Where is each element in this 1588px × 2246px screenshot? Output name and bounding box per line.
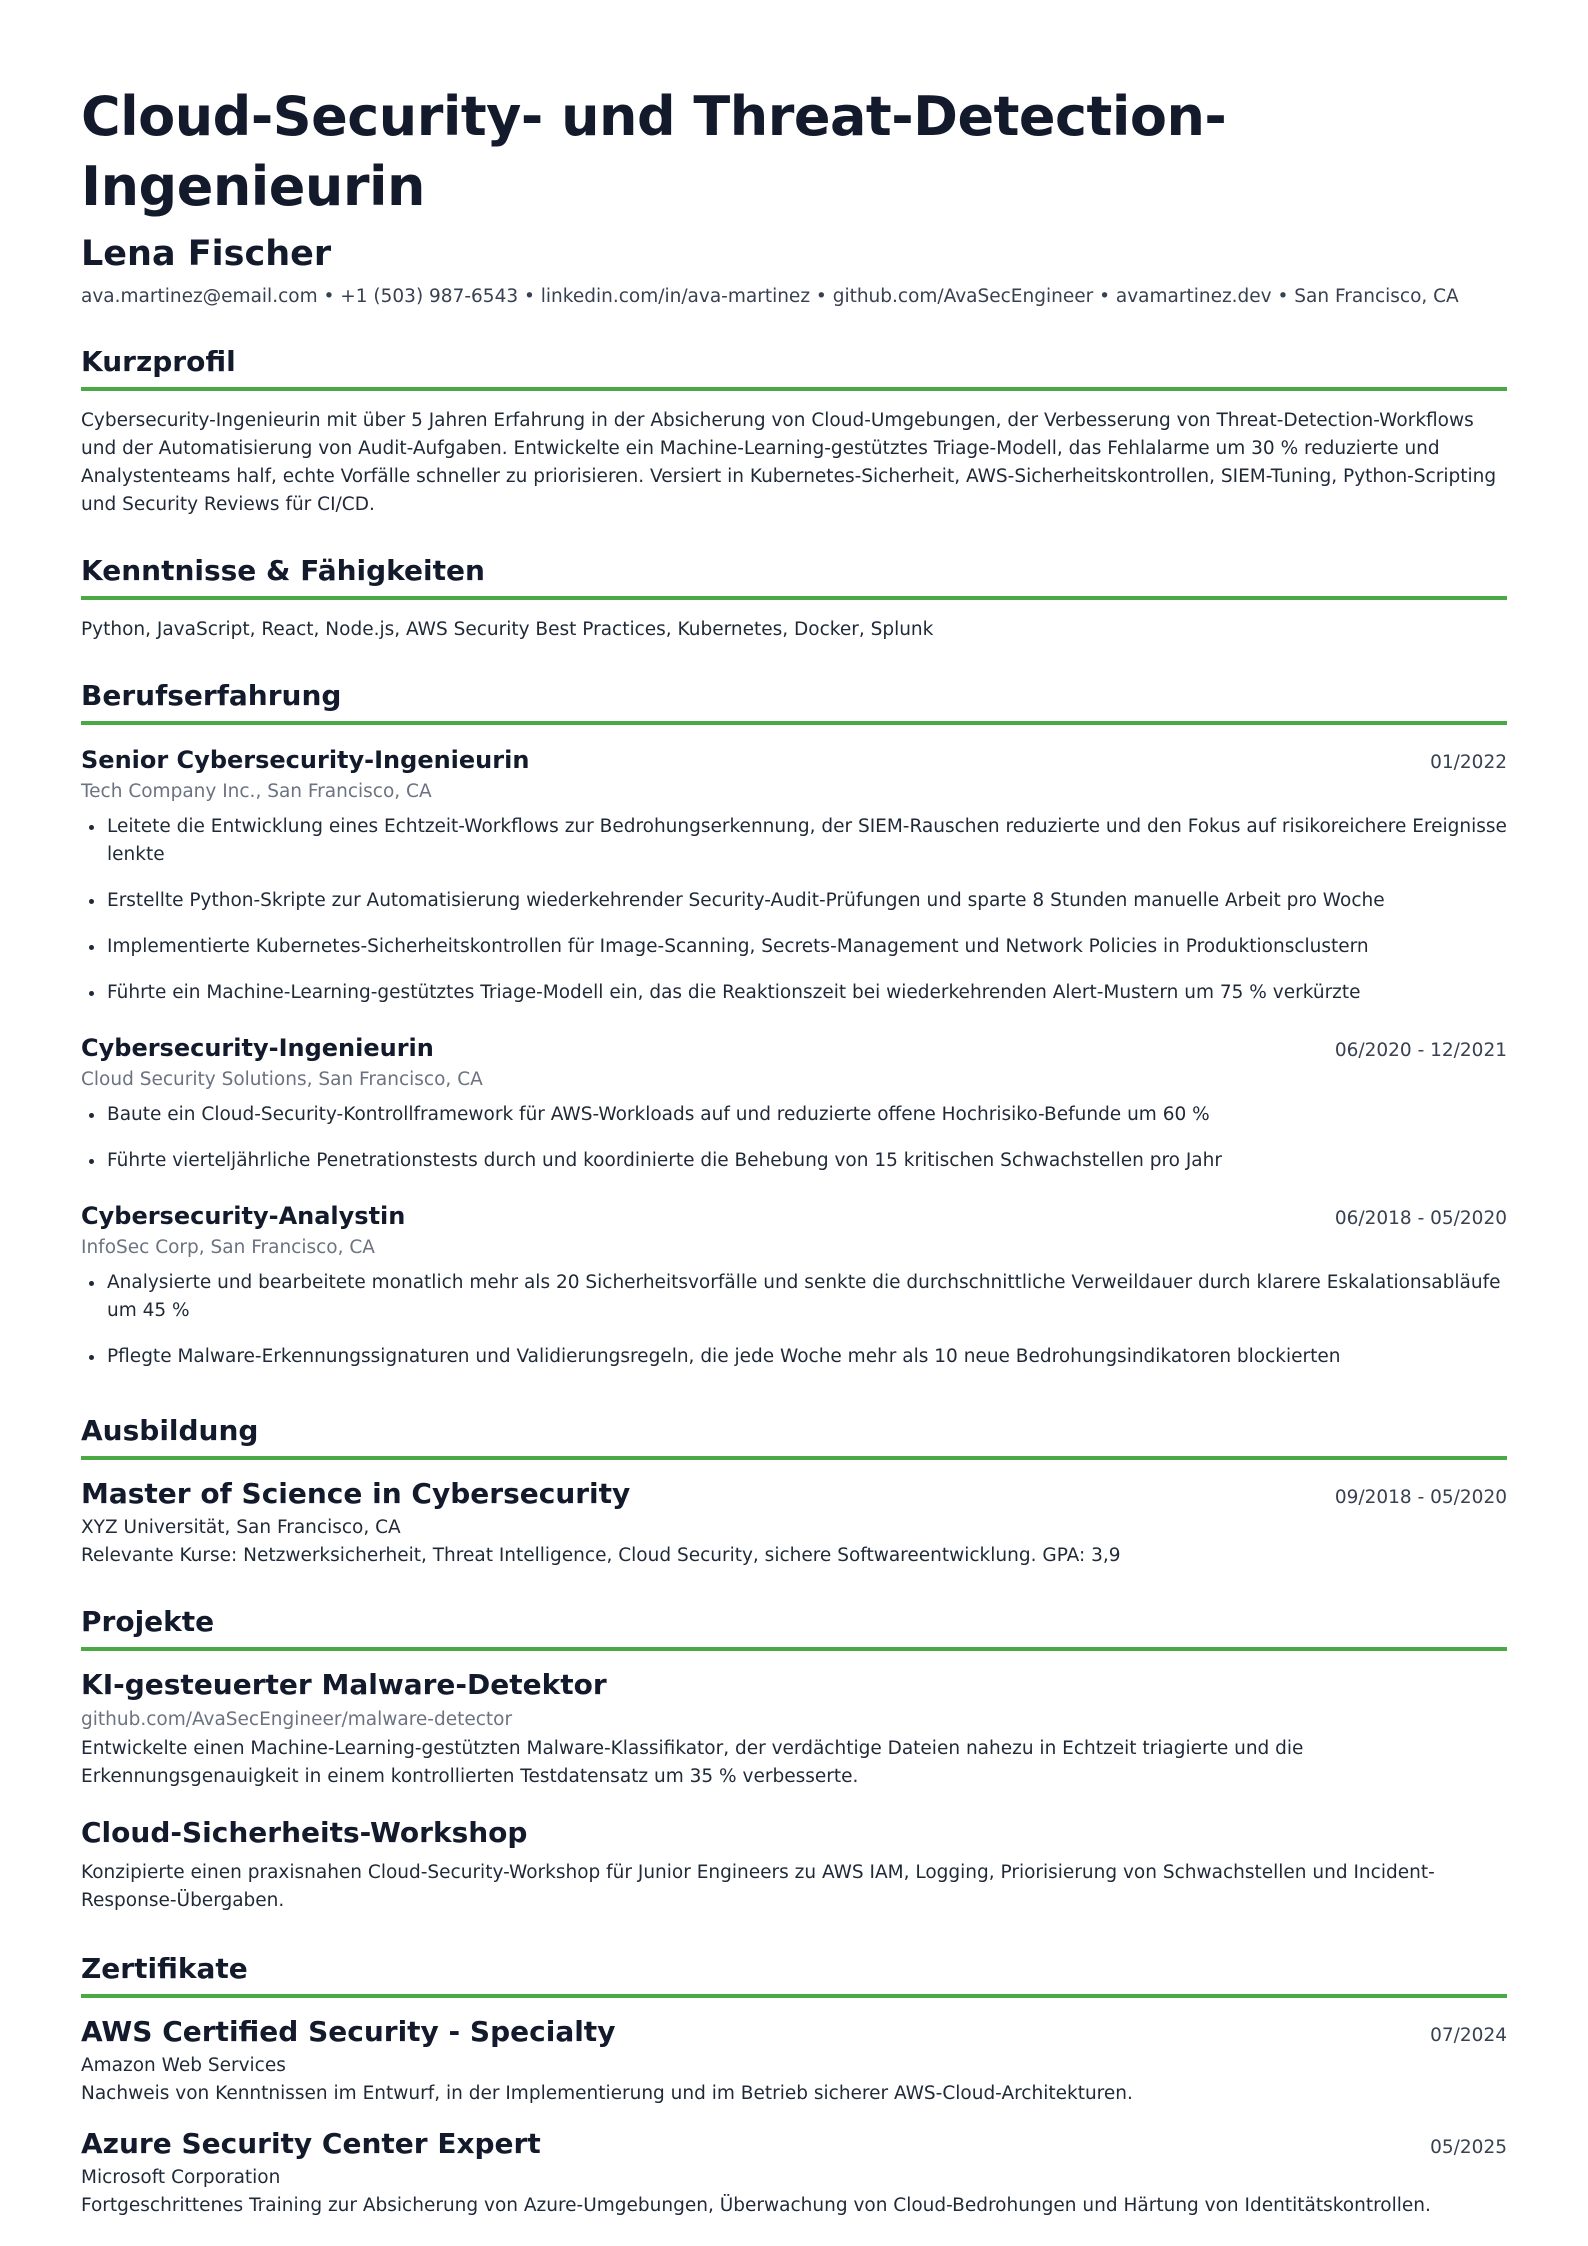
skills-heading: Kenntnisse & Fähigkeiten bbox=[81, 551, 1507, 600]
education-details: Relevante Kurse: Netzwerksicherheit, Threat Intelligence, Cloud Security, sichere Softwareentwicklung. GPA: 3,9 bbox=[81, 1545, 1121, 1566]
list-item: Implementierte Kubernetes-Sicherheitskontrollen für Image-Scanning, Secrets-Management und Network Policies in Produktionsclustern bbox=[81, 933, 1507, 961]
certification-entry bbox=[81, 2124, 1507, 2220]
bullet-dot-icon bbox=[89, 945, 94, 950]
job-company: InfoSec Corp, San Francisco, CA bbox=[81, 1237, 375, 1258]
job-title: Senior Cybersecurity-Ingenieurin bbox=[81, 746, 530, 774]
projects-section bbox=[81, 1602, 1507, 1915]
job-company: Cloud Security Solutions, San Francisco, CA bbox=[81, 1069, 483, 1090]
education-section bbox=[81, 1411, 1507, 1570]
bullet-dot-icon bbox=[89, 1281, 94, 1286]
skills-text: Python, JavaScript, React, Node.js, AWS Security Best Practices, Kubernetes, Docker, Splunk bbox=[81, 619, 934, 640]
job-entry bbox=[81, 743, 1507, 1007]
job-bullets bbox=[81, 813, 1507, 1007]
list-item: Baute ein Cloud-Security-Kontrollframework für AWS-Workloads auf und reduzierte offene Hochrisiko-Befunde um 60 % bbox=[81, 1101, 1507, 1129]
summary-section bbox=[81, 342, 1507, 519]
education-entry bbox=[81, 1474, 1507, 1570]
bullet-dot-icon bbox=[89, 1355, 94, 1360]
job-bullets bbox=[81, 1101, 1507, 1175]
project-entry bbox=[81, 1665, 1507, 1791]
certification-description: Nachweis von Kenntnissen im Entwurf, in der Implementierung und im Betrieb sicherer AWS-Cloud-Architekturen. bbox=[81, 2083, 1133, 2104]
job-entry bbox=[81, 1199, 1507, 1371]
list-item: Pflegte Malware-Erkennungssignaturen und Validierungsregeln, die jede Woche mehr als 10 neue Bedrohungsindikatoren blockierten bbox=[81, 1343, 1507, 1371]
project-description: Konzipierte einen praxisnahen Cloud-Security-Workshop für Junior Engineers zu AWS IAM, Logging, Priorisierung von Schwachstellen und Incident-Response-Übergaben. bbox=[81, 1862, 1435, 1911]
certification-date: 07/2024 bbox=[1430, 2025, 1507, 2046]
job-entry bbox=[81, 1031, 1507, 1175]
candidate-name: Lena Fischer bbox=[81, 234, 332, 274]
project-link[interactable]: github.com/AvaSecEngineer/malware-detector bbox=[81, 1709, 513, 1730]
project-title: Cloud-Sicherheits-Workshop bbox=[81, 1816, 528, 1849]
projects-heading: Projekte bbox=[81, 1602, 1507, 1651]
summary-text: Cybersecurity-Ingenieurin mit über 5 Jahren Erfahrung in der Absicherung von Cloud-Umgebungen, der Verbesserung von Threat-Detection-Workflows und der Automatisierung von Audit-Aufgaben. Entwickelte ein Machine-Learning-gestütztes Triage-Modell, das Fehlalarme um 30 % reduzierte und Analystenteams half, echte Vorfälle schneller zu priorisieren. Versiert in Kubernetes-Sicherheit, AWS-Sicherheitskontrollen, SIEM-Tuning, Python-Scripting und Security Reviews für CI/CD. bbox=[81, 410, 1497, 515]
skills-section bbox=[81, 551, 1507, 644]
school-name: XYZ Universität, San Francisco, CA bbox=[81, 1517, 401, 1538]
certification-title: AWS Certified Security - Specialty bbox=[81, 2015, 616, 2048]
bullet-dot-icon bbox=[89, 991, 94, 996]
project-entry bbox=[81, 1813, 1507, 1915]
bullet-dot-icon bbox=[89, 825, 94, 830]
bullet-dot-icon bbox=[89, 1113, 94, 1118]
job-date: 06/2018 - 05/2020 bbox=[1334, 1208, 1507, 1229]
certification-description: Fortgeschrittenes Training zur Absicherung von Azure-Umgebungen, Überwachung von Cloud-Bedrohungen und Härtung von Identitätskontrollen. bbox=[81, 2195, 1431, 2216]
experience-heading: Berufserfahrung bbox=[81, 676, 1507, 725]
resume-title: Cloud-Security- und Threat-Detection-Ingenieurin bbox=[81, 85, 1227, 218]
contact-line: ava.martinez@email.com • +1 (503) 987-6543 • linkedin.com/in/ava-martinez • github.com/AvaSecEngineer • avamartinez.dev • San Francisco, CA bbox=[81, 286, 1459, 307]
certification-issuer: Amazon Web Services bbox=[81, 2055, 286, 2076]
certifications-heading: Zertifikate bbox=[81, 1949, 1507, 1998]
certification-issuer: Microsoft Corporation bbox=[81, 2167, 281, 2188]
project-description: Entwickelte einen Machine-Learning-gestützten Malware-Klassifikator, der verdächtige Dateien nahezu in Echtzeit triagierte und die Erkennungsgenauigkeit in einem kontrollierten Testdatensatz um 35 % verbesserte. bbox=[81, 1738, 1304, 1787]
bullet-dot-icon bbox=[89, 1159, 94, 1164]
certification-entry bbox=[81, 2012, 1507, 2108]
project-title: KI-gesteuerter Malware-Detektor bbox=[81, 1668, 607, 1701]
job-bullets bbox=[81, 1269, 1507, 1371]
job-title: Cybersecurity-Ingenieurin bbox=[81, 1034, 434, 1062]
list-item: Erstellte Python-Skripte zur Automatisierung wiederkehrender Security-Audit-Prüfungen und sparte 8 Stunden manuelle Arbeit pro Woche bbox=[81, 887, 1507, 915]
list-item: Analysierte und bearbeitete monatlich mehr als 20 Sicherheitsvorfälle und senkte die durchschnittliche Verweildauer durch klarere Eskalationsabläufe um 45 % bbox=[81, 1269, 1507, 1325]
list-item: Leitete die Entwicklung eines Echtzeit-Workflows zur Bedrohungserkennung, der SIEM-Rauschen reduzierte und den Fokus auf risikoreichere Ereignisse lenkte bbox=[81, 813, 1507, 869]
certification-title: Azure Security Center Expert bbox=[81, 2127, 541, 2160]
degree-title: Master of Science in Cybersecurity bbox=[81, 1477, 631, 1510]
list-item: Führte vierteljährliche Penetrationstests durch und koordinierte die Behebung von 15 kritischen Schwachstellen pro Jahr bbox=[81, 1147, 1507, 1175]
list-item: Führte ein Machine-Learning-gestütztes Triage-Modell ein, das die Reaktionszeit bei wiederkehrenden Alert-Mustern um 75 % verkürzte bbox=[81, 979, 1507, 1007]
certifications-section bbox=[81, 1949, 1507, 2220]
summary-heading: Kurzprofil bbox=[81, 342, 1507, 391]
education-heading: Ausbildung bbox=[81, 1411, 1507, 1460]
bullet-dot-icon bbox=[89, 899, 94, 904]
job-date: 01/2022 bbox=[1430, 752, 1507, 773]
certification-date: 05/2025 bbox=[1430, 2137, 1507, 2158]
job-title: Cybersecurity-Analystin bbox=[81, 1202, 406, 1230]
job-date: 06/2020 - 12/2021 bbox=[1334, 1040, 1507, 1061]
experience-section bbox=[81, 676, 1507, 1371]
education-date: 09/2018 - 05/2020 bbox=[1334, 1487, 1507, 1508]
job-company: Tech Company Inc., San Francisco, CA bbox=[81, 781, 432, 802]
